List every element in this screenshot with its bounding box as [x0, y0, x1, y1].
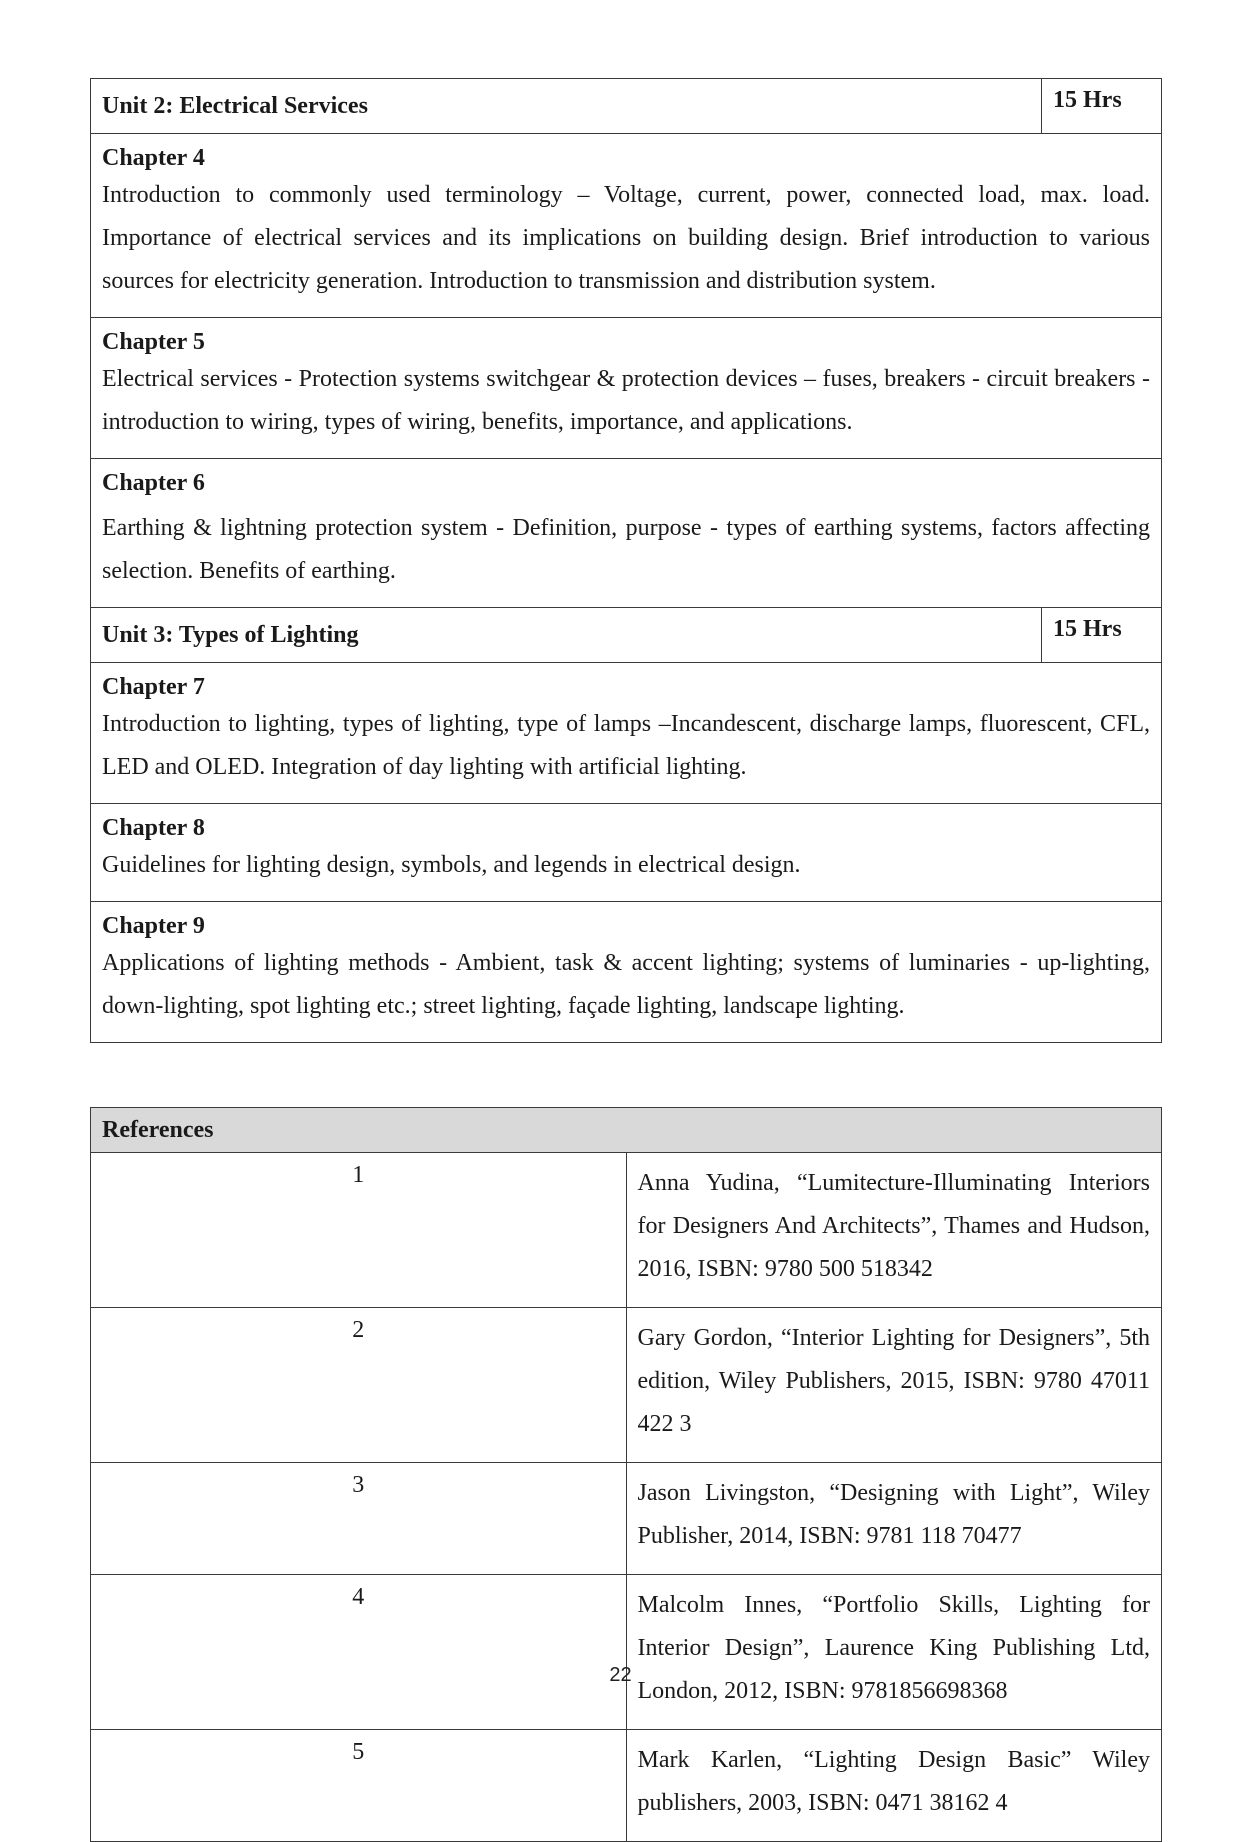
reference-text: Malcolm Innes, “Portfolio Skills, Lighting for Interior Design”, Laurence King Publishing Ltd, London, 2012, ISBN: 9781856698368: [626, 1575, 1162, 1730]
chapter-row: [91, 318, 1162, 459]
unit-header-row: [91, 79, 1162, 134]
reference-number: 2: [91, 1308, 627, 1463]
references-heading: References: [91, 1108, 1162, 1153]
chapter-cell: [91, 804, 1162, 902]
chapter-title: Chapter 7: [102, 674, 205, 700]
page-number: 22: [609, 1664, 632, 1686]
reference-text: Gary Gordon, “Interior Lighting for Designers”, 5th edition, Wiley Publishers, 2015, ISBN: 9780 47011 422 3: [626, 1308, 1162, 1463]
chapter-description: Applications of lighting methods - Ambient, task & accent lighting; systems of luminaries - up-lighting, down-lighting, spot lighting etc.; street lighting, façade lighting, landscape lighting.: [102, 950, 1150, 1019]
chapter-row: [91, 804, 1162, 902]
chapter-title: Chapter 8: [102, 815, 205, 841]
unit-hours: 15 Hrs: [1042, 79, 1162, 134]
unit-title: Unit 3: Types of Lighting: [91, 608, 1042, 663]
references-table: [90, 1107, 1162, 1842]
chapter-description: Introduction to commonly used terminology – Voltage, current, power, connected load, max. load. Importance of electrical services and its implications on building design. Brief introduction to various sources for electricity generation. Introduction to transmission and distribution system.: [102, 182, 1150, 294]
chapter-title: Chapter 4: [102, 145, 205, 171]
reference-number: 3: [91, 1463, 627, 1575]
chapter-title: Chapter 9: [102, 913, 205, 939]
chapter-row: [91, 902, 1162, 1043]
references-header-row: [91, 1108, 1162, 1153]
chapter-description: Earthing & lightning protection system - Definition, purpose - types of earthing systems, factors affecting selection. Benefits of earthing.: [102, 515, 1150, 584]
reference-number: 4: [91, 1575, 627, 1730]
reference-number: 1: [91, 1153, 627, 1308]
reference-text: Anna Yudina, “Lumitecture-Illuminating Interiors for Designers And Architects”, Thames and Hudson, 2016, ISBN: 9780 500 518342: [626, 1153, 1162, 1308]
reference-text: Jason Livingston, “Designing with Light”, Wiley Publisher, 2014, ISBN: 9781 118 70477: [626, 1463, 1162, 1575]
chapter-title: Chapter 6: [102, 470, 205, 496]
unit-header-row: [91, 608, 1162, 663]
chapter-row: [91, 459, 1162, 608]
chapter-description: Guidelines for lighting design, symbols, and legends in electrical design.: [102, 852, 801, 878]
chapter-row: [91, 134, 1162, 318]
unit-hours: 15 Hrs: [1042, 608, 1162, 663]
unit-title: Unit 2: Electrical Services: [91, 79, 1042, 134]
reference-row: [91, 1575, 1162, 1730]
reference-row: [91, 1730, 1162, 1842]
chapter-row: [91, 663, 1162, 804]
chapter-cell: [91, 663, 1162, 804]
reference-number: 5: [91, 1730, 627, 1842]
reference-row: [91, 1463, 1162, 1575]
chapter-cell: [91, 459, 1162, 608]
chapter-cell: [91, 318, 1162, 459]
reference-row: [91, 1308, 1162, 1463]
chapter-cell: [91, 902, 1162, 1043]
reference-text: Mark Karlen, “Lighting Design Basic” Wiley publishers, 2003, ISBN: 0471 38162 4: [626, 1730, 1162, 1842]
chapter-description: Introduction to lighting, types of lighting, type of lamps –Incandescent, discharge lamps, fluorescent, CFL, LED and OLED. Integration of day lighting with artificial lighting.: [102, 711, 1150, 780]
reference-row: [91, 1153, 1162, 1308]
chapter-description: Electrical services - Protection systems switchgear & protection devices – fuses, breakers - circuit breakers -introduction to wiring, types of wiring, benefits, importance, and applications.: [102, 366, 1150, 435]
chapter-cell: [91, 134, 1162, 318]
chapter-title: Chapter 5: [102, 329, 205, 355]
syllabus-table: [90, 78, 1162, 1043]
